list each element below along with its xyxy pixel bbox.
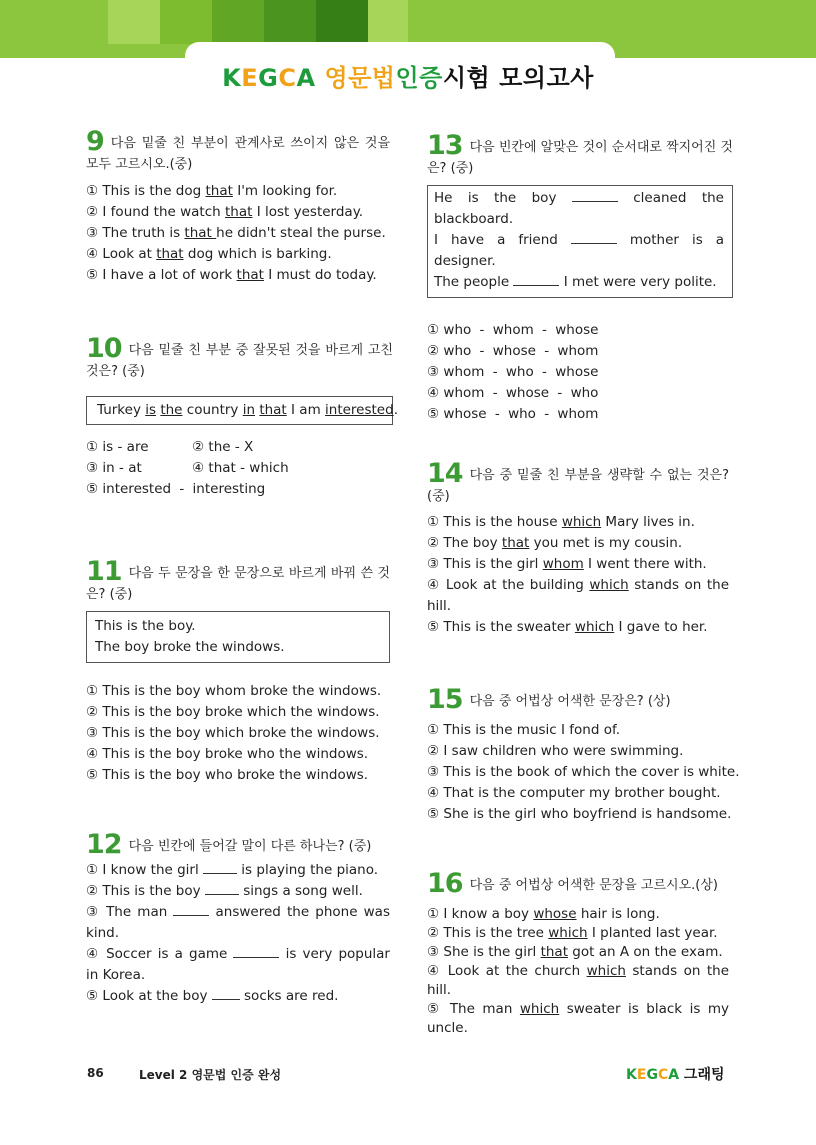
option: ③ whom - who - whose [427,364,599,380]
question-number: 15 [427,684,463,715]
brand-letter: K [626,1067,637,1083]
option-mark: ③ [86,225,99,241]
option-text: at [128,460,142,476]
brand-letter: G [646,1067,658,1083]
box-line: This is the boy. [95,618,196,634]
option-text: This is the boy who broke the windows. [102,767,369,783]
question-box [427,185,733,298]
option-text: Look at the building [445,577,590,593]
question-header [86,556,390,605]
option-text: This is the boy broke who the windows. [102,746,369,762]
page-title [0,58,816,93]
option-text: I know the girl [102,862,204,878]
box-text: He is the boy [434,190,572,206]
question-text: 다음 중 어법상 어색한 문장을 고르시오.(상) [469,878,719,893]
question-text: 다음 밑줄 친 부분이 관계사로 쓰이지 않은 것을 모두 고르시오.(중) [86,136,390,172]
question-number: 14 [427,458,463,489]
option-mark: ⑤ [427,406,440,422]
header-stripe [264,0,316,44]
answer-blank [572,189,618,202]
option [427,762,740,783]
option-mark: ② [192,439,205,455]
option [427,1000,729,1038]
title-brand-letter: A [296,64,316,92]
option-text: got an A on the exam. [568,944,723,960]
question-header [86,829,390,860]
option-mark: ④ [192,460,205,476]
brand-letter: C [657,1067,669,1083]
title-brand-letter: C [278,64,297,92]
option-word: whom [557,406,599,422]
option [427,741,733,762]
option-mark: ③ [86,904,100,920]
question-number: 16 [427,868,463,899]
box-line: The boy broke the windows. [95,639,285,655]
option-mark: ① [86,439,99,455]
option-text: The truth is [102,225,185,241]
option [427,804,733,825]
option-mark: ⑤ [427,1001,443,1017]
option-mark: ④ [427,963,442,979]
question-header [427,130,733,179]
option-text: She is the girl who boyfriend is handsome. [443,806,732,822]
option-text: X [244,439,254,455]
question-header [427,868,729,899]
option-text: sings a song well. [238,883,363,899]
box-text: country [182,402,243,418]
box-text: I met were very polite. [559,274,717,290]
question-15 [427,684,740,825]
answer-blank [205,882,239,895]
box-text: cleaned the blackboard. [434,190,724,227]
option: ③ in - at [86,460,142,476]
option [86,723,390,744]
option [427,533,729,554]
option [86,681,390,702]
question-header [427,684,733,715]
option-mark: ① [427,722,440,738]
answer-blank [173,903,209,916]
option-text: I found the watch [102,204,225,220]
option [86,902,390,944]
question-10 [86,333,398,500]
question-text: 다음 중 어법상 어색한 문장은? (상) [469,694,671,709]
option-text: This is the dog [102,183,206,199]
option-mark: ③ [86,725,99,741]
option-word: whose [555,364,599,380]
brand-letter: E [636,1067,647,1083]
title-brand-letter: G [258,64,279,92]
option: ① who - whom - whose [427,322,599,338]
question-number: 13 [427,130,463,161]
option-text: I planted last year. [587,925,718,941]
question-number: 10 [86,333,122,364]
question-text: 다음 두 문장을 한 문장으로 바르게 바꿔 쓴 것은? (중) [86,566,390,602]
question-box [86,396,398,425]
question-text: 다음 중 밑줄 친 부분을 생략할 수 없는 것은? (중) [427,468,729,504]
box-text: Turkey [97,402,146,418]
title-brand-letter: E [241,64,259,92]
option: ⑤ whose - who - whom [427,406,599,422]
footer-brand [626,1064,725,1084]
option [86,265,390,286]
option-mark: ③ [427,556,440,572]
option [427,962,729,1000]
box-line [434,188,724,230]
option [427,554,729,575]
option [86,223,390,244]
underlined-word: which [586,963,626,979]
option-mark: ③ [427,364,440,380]
option-word: whom [443,385,485,401]
underlined-word: the [160,402,183,418]
book-title: Level 2 영문법 인증 완성 [139,1068,282,1082]
option-text: She is the girl [443,944,541,960]
option-mark: ② [86,704,99,720]
question-text: 다음 밑줄 친 부분 중 잘못된 것을 바르게 고친 것은? (중) [86,343,393,379]
option-text: I must do today. [263,267,377,283]
option-text: are [126,439,149,455]
option [86,881,390,902]
option: ② the - X [192,439,254,455]
option-mark: ① [86,683,99,699]
question-16 [427,868,730,1038]
option [86,202,390,223]
option-word: whose [555,322,599,338]
answer-blank [233,945,279,958]
title-part: 영문법 [324,64,396,92]
title-part: 인증 [395,64,443,92]
option [427,905,729,924]
option-text: dog which is barking. [183,246,332,262]
option-text: stands on the hill. [427,963,729,998]
option-word: who [443,322,472,338]
option: ⑤ interested - interesting [86,481,266,497]
question-header [86,333,393,382]
option [86,986,390,1007]
question-9 [86,126,390,286]
option [427,943,729,962]
option-text: in [102,460,115,476]
option-mark: ⑤ [86,767,99,783]
underlined-word: that [259,402,287,418]
option-text: hair is long. [576,906,660,922]
option-mark: ⑤ [427,806,440,822]
option-text: is very popular in Korea. [86,946,390,983]
option-word: whom [492,322,534,338]
option-text: I saw children who were swimming. [443,743,684,759]
option-word: who [505,364,534,380]
option-mark: ⑤ [427,619,440,635]
underlined-word: that [225,204,253,220]
option-text: This is the boy broke which the windows. [102,704,380,720]
option-text: This is the boy whom broke the windows. [102,683,382,699]
option-text: This is the house [443,514,562,530]
option-text: I'm looking for. [232,183,338,199]
question-12 [86,829,390,1007]
underlined-word: whose [533,906,577,922]
option-word: who [570,385,599,401]
answer-blank [513,273,559,286]
answer-blank [212,987,240,1000]
box-text: I have a friend [434,232,571,248]
option-mark: ② [427,343,440,359]
box-text: mother is a designer. [434,232,724,269]
brand-letter: A [668,1067,680,1083]
option [86,181,390,202]
underlined-word: which [574,619,615,635]
option-word: who [443,343,472,359]
option-text: This is the girl [443,556,543,572]
underlined-word: interested [325,402,394,418]
option-text: sweater is black is my uncle. [427,1001,730,1036]
option [427,924,729,943]
option-text: interesting [192,481,266,497]
option-text: This is the boy which broke the windows. [102,725,380,741]
underlined-word: that [184,225,217,241]
option-mark: ② [86,204,99,220]
option-word: whom [443,364,485,380]
option-mark: ④ [86,946,100,962]
option-text: Look at the boy [102,988,212,1004]
option-text: which [249,460,289,476]
question-text: 다음 빈칸에 들어갈 말이 다른 하나는? (중) [128,839,372,854]
page-number: 86 [87,1066,104,1080]
option-text: I know a boy [443,906,534,922]
option [86,944,390,986]
header-stripe [212,0,264,44]
option-mark: ① [427,322,440,338]
option-mark: ④ [427,577,441,593]
option-grid [86,437,393,500]
option [86,702,390,723]
header-stripe [160,0,212,44]
option-text: I have a lot of work [102,267,237,283]
underlined-word: which [519,1001,560,1017]
header-stripe [108,0,160,44]
option-text: that [208,460,236,476]
option [86,744,390,765]
option-mark: ③ [427,944,440,960]
box-line [434,230,724,272]
option [86,765,390,786]
option-text: Mary lives in. [601,514,695,530]
underlined-word: which [548,925,588,941]
option-text: This is the tree [443,925,549,941]
option-text: The man [449,1001,520,1017]
option-word: who [508,406,536,422]
option-mark: ② [427,535,440,551]
option-mark: ① [86,862,99,878]
box-text: I am [286,402,326,418]
option-word: whose [505,385,550,401]
underlined-word: whom [542,556,584,572]
option-text: This is the sweater [443,619,575,635]
underlined-word: is [145,402,157,418]
option-mark: ② [86,883,99,899]
option-mark: ⑤ [86,267,99,283]
title-brand-letter: K [222,64,242,92]
option-text: I gave to her. [614,619,708,635]
option-text: This is the book of which the cover is white. [443,764,740,780]
underlined-word: that [501,535,530,551]
option-text: Look at [102,246,157,262]
option-word: whose [443,406,487,422]
question-number: 11 [86,556,122,587]
option-text: he didn't steal the purse. [216,225,386,241]
brand-suffix: 그래팅 [679,1067,725,1083]
option: ④ that - which [192,460,289,476]
option [86,244,390,265]
option-mark: ③ [86,460,99,476]
option-text: I went there with. [583,556,707,572]
option-text: Soccer is a game [106,946,234,962]
answer-blank [571,231,617,244]
option [86,860,390,881]
option: ④ whom - whose - who [427,385,599,401]
header-stripe [316,0,368,44]
option-word: whose [492,343,536,359]
question-number: 12 [86,829,122,860]
option-mark: ④ [86,246,99,262]
option-word: whom [557,343,599,359]
underlined-word: which [589,577,629,593]
option-text: the [208,439,231,455]
option-text: is playing the piano. [237,862,379,878]
option-mark: ⑤ [86,481,99,497]
question-box [86,611,390,663]
option-text: is [102,439,114,455]
option-mark: ④ [427,785,440,801]
underlined-word: that [205,183,233,199]
option-mark: ④ [427,385,440,401]
option [427,783,733,804]
box-line [434,272,724,293]
question-number: 9 [86,126,104,157]
header-stripe [368,0,408,44]
underlined-word: that [540,944,568,960]
question-header [427,458,729,507]
option-mark: ⑤ [86,988,99,1004]
option-text: interested [102,481,172,497]
underlined-word: which [561,514,602,530]
option-text: stands on the hill. [427,577,729,614]
option-text: answered the phone was kind. [86,904,390,941]
option-mark: ③ [427,764,440,780]
option-text: socks are red. [239,988,339,1004]
option-text: The boy [443,535,502,551]
option-mark: ① [86,183,99,199]
option: ② who - whose - whom [427,343,599,359]
question-14 [427,458,729,638]
question-11 [86,556,390,786]
option-text: I lost yesterday. [252,204,364,220]
option [427,720,733,741]
option [427,512,729,533]
option-mark: ④ [86,746,99,762]
box-text: The people [434,274,514,290]
option [427,575,729,617]
title-part: 시험 모의고사 [442,64,594,92]
underlined-word: that [156,246,184,262]
option: ① is - are [86,439,149,455]
option-mark: ① [427,906,440,922]
option-mark: ② [427,743,440,759]
question-13 [427,130,733,425]
box-text: . [393,402,398,418]
option-text: Look at the church [447,963,587,979]
question-text: 다음 빈칸에 알맞은 것이 순서대로 짝지어진 것은? (중) [427,140,733,176]
question-header [86,126,390,175]
underlined-word: that [236,267,264,283]
underlined-word: in [242,402,256,418]
option-text: The man [106,904,174,920]
option-text: This is the boy [102,883,205,899]
option-mark: ② [427,925,440,941]
answer-blank [203,861,237,874]
option-text: That is the computer my brother bought. [443,785,721,801]
option-text: This is the music I fond of. [443,722,621,738]
option-mark: ① [427,514,440,530]
option-text: you met is my cousin. [529,535,683,551]
option [427,617,729,638]
